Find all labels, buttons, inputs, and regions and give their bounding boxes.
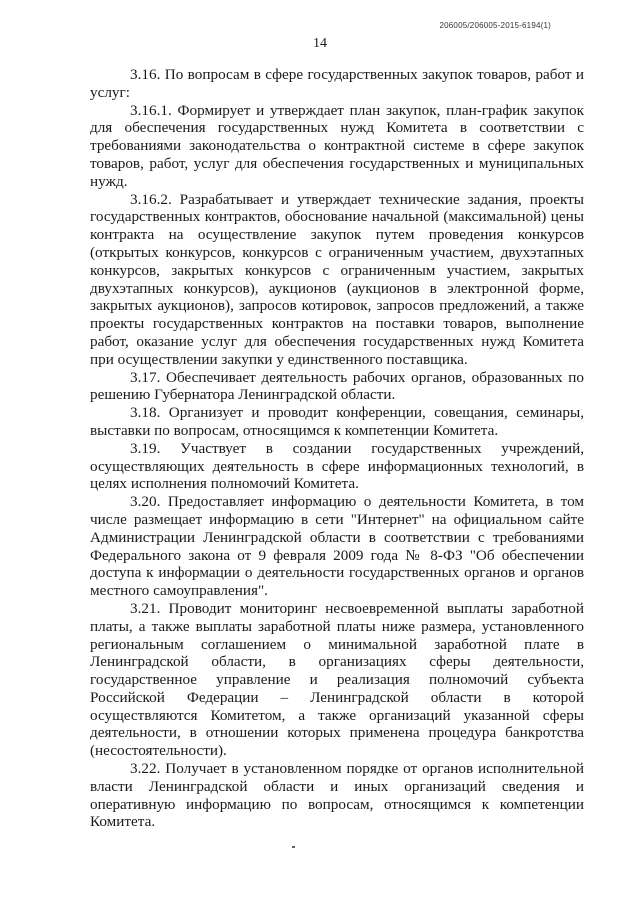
paragraph-3-18: 3.18. Организует и проводит конференции, совещания, семинары, выставки по вопросам, относящимся к компетенции Комитета. xyxy=(90,404,584,439)
paragraph-3-20: 3.20. Предоставляет информацию о деятельности Комитета, в том числе размещает информацию в сети "Интернет" на официальном сайте Администрации Ленинградской области в соответствии с требованиями Федерального закона от 9 февраля 2009 года № 8-ФЗ "Об обеспечении доступа к информации о деятельности государственных органов и органов местного самоуправления". xyxy=(90,493,584,600)
paragraph-3-16: 3.16. По вопросам в сфере государственных закупок товаров, работ и услуг: xyxy=(90,66,584,101)
document-id: 206005/206005-2015-6194(1) xyxy=(439,21,551,30)
paragraph-3-17: 3.17. Обеспечивает деятельность рабочих органов, образованных по решению Губернатора Ленинградской области. xyxy=(90,368,584,404)
scan-speck xyxy=(292,846,295,848)
paragraph-3-16-2: 3.16.2. Разрабатывает и утверждает технические задания, проекты государственных контрактов, обоснование начальной (максимальной) цены контракта на осуществление закупок путем проведения конкурсов (открытых конкурсов, конкурсов с ограниченным участием, двухэтапных конкурсов, закрытых конкурсов с ограниченным участием, закрытых двухэтапных конкурсов), аукционов (аукционов в электронной форме, закрытых аукционов), запросов котировок, запросов предложений, а также проекты государственных контрактов на поставки товаров, выполнение работ, оказание услуг для обеспечения государственных нужд Комитета при осуществлении закупки у единственного поставщика. xyxy=(90,190,584,368)
paragraph-3-16-1: 3.16.1. Формирует и утверждает план закупок, план-график закупок для обеспечения государственных нужд Комитета в соответствии с требованиями законодательства о контрактной системе в сфере закупок товаров, работ, услуг для обеспечения государственных и муниципальных нужд. xyxy=(90,101,584,190)
page-number: 14 xyxy=(313,36,327,51)
document-body xyxy=(90,66,584,831)
paragraph-3-21: 3.21. Проводит мониторинг несвоевременной выплаты заработной платы, а также выплаты заработной платы ниже размера, установленного региональным соглашением о минимальной заработной плате в Ленинградской области, в организациях сферы деятельности, государственное управление и реализация полномочий субъекта Российской Федерации – Ленинградской области в которой осуществляются Комитетом, а также организаций указанной сферы деятельности, в отношении которых применена процедура банкротства (несостоятельности). xyxy=(90,599,584,760)
paragraph-3-19: 3.19. Участвует в создании государственных учреждений, осуществляющих деятельность в сфере информационных технологий, в целях исполнения полномочий Комитета. xyxy=(90,439,584,493)
paragraph-3-22: 3.22. Получает в установленном порядке от органов исполнительной власти Ленинградской области и иных организаций сведения и оперативную информацию по вопросам, относящимся к компетенции Комитета. xyxy=(90,760,584,831)
